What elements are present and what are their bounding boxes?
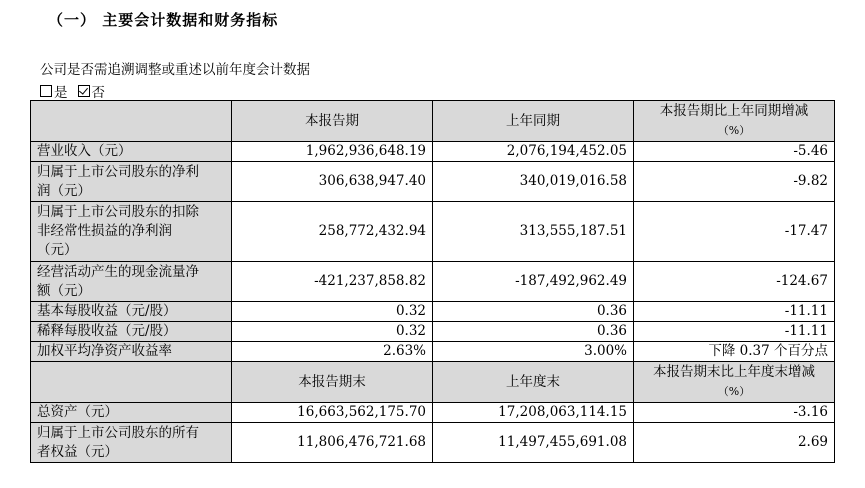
value-change: -5.46 (634, 142, 835, 162)
header-change-unit: （%） (717, 385, 751, 398)
header-prior-period: 上年同期 (433, 101, 634, 142)
row-label-line: 额（元） (37, 282, 91, 299)
header-current-period: 本报告期 (232, 101, 433, 142)
row-label: 加权平均净资产收益率 (31, 342, 232, 362)
section-title: （一） 主要会计数据和财务指标 (48, 11, 279, 29)
value-prior: 11,497,455,691.08 (433, 423, 634, 463)
table-row (31, 403, 835, 423)
table-row (31, 322, 835, 342)
value-prior: 313,555,187.51 (433, 202, 634, 262)
table-header-row (31, 362, 835, 403)
value-prior: 0.36 (433, 302, 634, 322)
value-prior: -187,492,962.49 (433, 262, 634, 302)
table-row (31, 202, 835, 262)
checkbox-yes-icon[interactable] (40, 85, 52, 97)
row-label: 稀释每股收益（元/股） (31, 322, 232, 342)
table-row (31, 423, 835, 463)
checkbox-no-checked-icon[interactable] (78, 85, 90, 97)
value-prior: 340,019,016.58 (433, 162, 634, 202)
header-period-end: 本报告期末 (232, 362, 433, 403)
row-label-line: 润（元） (37, 182, 91, 199)
value-current: 11,806,476,721.68 (232, 423, 433, 463)
row-label (31, 162, 232, 202)
option-yes-label: 是 (54, 85, 68, 101)
row-label (31, 202, 232, 262)
value-prior: 3.00% (433, 342, 634, 362)
header-empty-cell (31, 101, 232, 142)
value-current: 16,663,562,175.70 (232, 403, 433, 423)
value-change: -9.82 (634, 162, 835, 202)
table-row (31, 142, 835, 162)
value-change: -17.47 (634, 202, 835, 262)
value-change: -3.16 (634, 403, 835, 423)
value-prior: 17,208,063,114.15 (433, 403, 634, 423)
header-empty-cell (31, 362, 232, 403)
row-label-line: 归属于上市公司股东的净利 (37, 163, 199, 180)
row-label (31, 262, 232, 302)
header-prior-year-end: 上年度末 (433, 362, 634, 403)
header-change-pct (634, 362, 835, 403)
row-label-line: 者权益（元） (37, 443, 118, 460)
option-no-label: 否 (91, 85, 105, 101)
table-row (31, 262, 835, 302)
value-current: 2.63% (232, 342, 433, 362)
option-no[interactable] (78, 81, 106, 101)
financial-indicators-table (30, 100, 835, 463)
header-change-pct (634, 101, 835, 142)
value-current: 0.32 (232, 322, 433, 342)
row-label-line: 归属于上市公司股东的所有 (37, 424, 199, 441)
value-change: -124.67 (634, 262, 835, 302)
row-label: 总资产（元） (31, 403, 232, 423)
value-change: 2.69 (634, 423, 835, 463)
value-prior: 2,076,194,452.05 (433, 142, 634, 162)
value-current: 0.32 (232, 302, 433, 322)
value-change: -11.11 (634, 302, 835, 322)
table-header-row (31, 101, 835, 142)
table-row (31, 302, 835, 322)
row-label-line: 经营活动产生的现金流量净 (37, 263, 199, 280)
table-row (31, 342, 835, 362)
header-change-label: 本报告期末比上年度末增减 (653, 364, 815, 380)
row-label-line: 归属于上市公司股东的扣除 (37, 204, 199, 220)
row-label (31, 423, 232, 463)
value-current: 258,772,432.94 (232, 202, 433, 262)
value-change: -11.11 (634, 322, 835, 342)
value-current: 1,962,936,648.19 (232, 142, 433, 162)
header-change-unit: （%） (717, 124, 751, 137)
value-prior: 0.36 (433, 322, 634, 342)
row-label-line: （元） (37, 242, 78, 258)
restatement-question: 公司是否需追溯调整或重述以前年度会计数据 (40, 62, 310, 78)
row-label: 基本每股收益（元/股） (31, 302, 232, 322)
value-current: -421,237,858.82 (232, 262, 433, 302)
header-change-label: 本报告期比上年同期增减 (659, 103, 809, 119)
value-current: 306,638,947.40 (232, 162, 433, 202)
row-label: 营业收入（元） (31, 142, 232, 162)
table-row (31, 162, 835, 202)
row-label-line: 非经常性损益的净利润 (37, 223, 172, 239)
option-yes[interactable] (40, 81, 68, 101)
value-change: 下降 0.37 个百分点 (634, 342, 835, 362)
restatement-options (40, 81, 115, 101)
